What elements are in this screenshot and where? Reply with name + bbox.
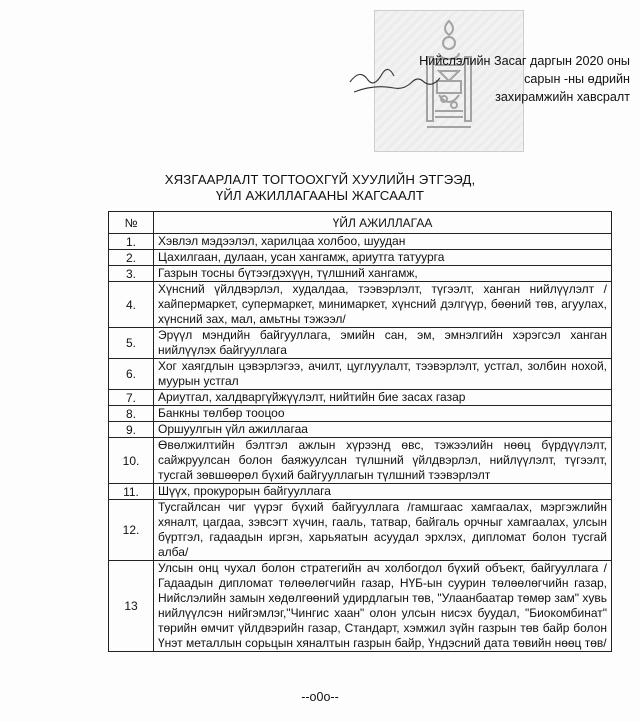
row-number: 8. [109, 406, 154, 422]
table-row [109, 390, 612, 406]
row-activity: Тусгайлсан чиг үүрэг бүхий байгууллага /гамшгаас хамгаалах, мэргэжлийн хяналт, цагдаа, зэвсэгт хүчин, гааль, татвар, байгаль орчныг хамгаалах, улсын бүртгэл, гадаадын иргэн, харьяатын асуудал эрхлэх, дипломат болон тусгай алба/ [154, 500, 612, 561]
row-number: 13 [109, 561, 154, 652]
row-activity: Оршуулгын үйл ажиллагаа [154, 422, 612, 438]
table-row [109, 500, 612, 561]
table-row [109, 561, 612, 652]
row-activity: Банкны төлбөр тооцоо [154, 406, 612, 422]
row-number: 10. [109, 438, 154, 484]
table-row [109, 282, 612, 328]
row-number: 9. [109, 422, 154, 438]
row-number: 3. [109, 266, 154, 282]
row-activity: Улсын онц чухал болон стратегийн ач холбогдол бүхий объект, байгууллага /Гадаадын дипломат төлөөлөгчийн газар, НҮБ-ын суурин төлөөлөгчийн газар, Нийслэлийн замын хөдөлгөөний удирдлагын төв, "Улаанбаатар төмөр зам" хувь нийлүүлсэн нийгэмлэг,"Чингис хаан" олон улсын нисэх буудал, "Биокомбинат" төрийн өмчит үйлдвэрийн газар, Стандарт, хэмжил зүйн газрын төв байр болон Үнэт металлын сорьцын хяналтын газрын байр, Үндэсний дата төвийн нөөц төв/ [154, 561, 612, 652]
table-body [109, 234, 612, 652]
row-activity: Шүүх, прокурорын байгууллага [154, 484, 612, 500]
row-activity: Газрын тосны бүтээгдэхүүн, түлшний хангамж, [154, 266, 612, 282]
row-activity: Хүнсний үйлдвэрлэл, худалдаа, тээвэрлэлт, түгээлт, ханган нийлүүлэлт /хайпермаркет, супермаркет, минимаркет, хүнсний дэлгүүр, бөөний төв, агуулах, хүнсний зах, мал, амьтны тэжээл/ [154, 282, 612, 328]
row-activity: Эрүүл мэндийн байгууллага, эмийн сан, эм, эмнэлгийн хэрэгсэл ханган нийлүүлэх байгууллага [154, 328, 612, 359]
row-number: 7. [109, 390, 154, 406]
row-number: 2. [109, 250, 154, 266]
column-header-activity: ҮЙЛ АЖИЛЛАГАА [154, 212, 612, 234]
table-row [109, 406, 612, 422]
row-number: 12. [109, 500, 154, 561]
table-row [109, 266, 612, 282]
row-number: 4. [109, 282, 154, 328]
table-row [109, 484, 612, 500]
table-header-row [109, 212, 612, 234]
row-activity: Өвөлжилтийн бэлтгэл ажлын хүрээнд өвс, тэжээлийн нөөц бүрдүүлэлт, сайжруулсан болон баяжуулсан түлшний үйлдвэрлэл, нийлүүлэлт, түгээлт, тусгай зөвшөөрөл бүхий байгууллагын түлшний тээвэрлэлт [154, 438, 612, 484]
decree-line-3: захирамжийн хавсралт [495, 90, 630, 104]
row-number: 1. [109, 234, 154, 250]
table-row [109, 328, 612, 359]
table-row [109, 359, 612, 390]
document-title-line-1: ХЯЗГААРЛАЛТ ТОГТООХГҮЙ ХУУЛИЙН ЭТГЭЭД, [164, 172, 476, 187]
column-header-number: № [109, 212, 154, 234]
row-activity: Цахилгаан, дулаан, усан хангамж, ариутга татуурга [154, 250, 612, 266]
decree-line-2: сарын -ны өдрийн [524, 72, 630, 86]
decree-line-1: Нийслэлийн Засаг даргын 2020 оны [419, 54, 630, 68]
row-number: 5. [109, 328, 154, 359]
activity-table [108, 211, 612, 652]
row-activity: Хог хаягдлын цэвэрлэгээ, ачилт, цуглуулалт, тээвэрлэлт, устгал, золбин нохой, муурын устгал [154, 359, 612, 390]
table-row [109, 438, 612, 484]
document-footer: --o0o-- [301, 690, 339, 704]
table-row [109, 250, 612, 266]
row-activity: Ариутгал, халдваргүйжүүлэлт, нийтийн бие засах газар [154, 390, 612, 406]
table-row [109, 422, 612, 438]
table-row [109, 234, 612, 250]
document-title-line-2: ҮЙЛ АЖИЛЛАГААНЫ ЖАГСААЛТ [215, 188, 425, 203]
row-number: 11. [109, 484, 154, 500]
handwritten-signature [348, 62, 468, 98]
row-number: 6. [109, 359, 154, 390]
row-activity: Хэвлэл мэдээлэл, харилцаа холбоо, шуудан [154, 234, 612, 250]
